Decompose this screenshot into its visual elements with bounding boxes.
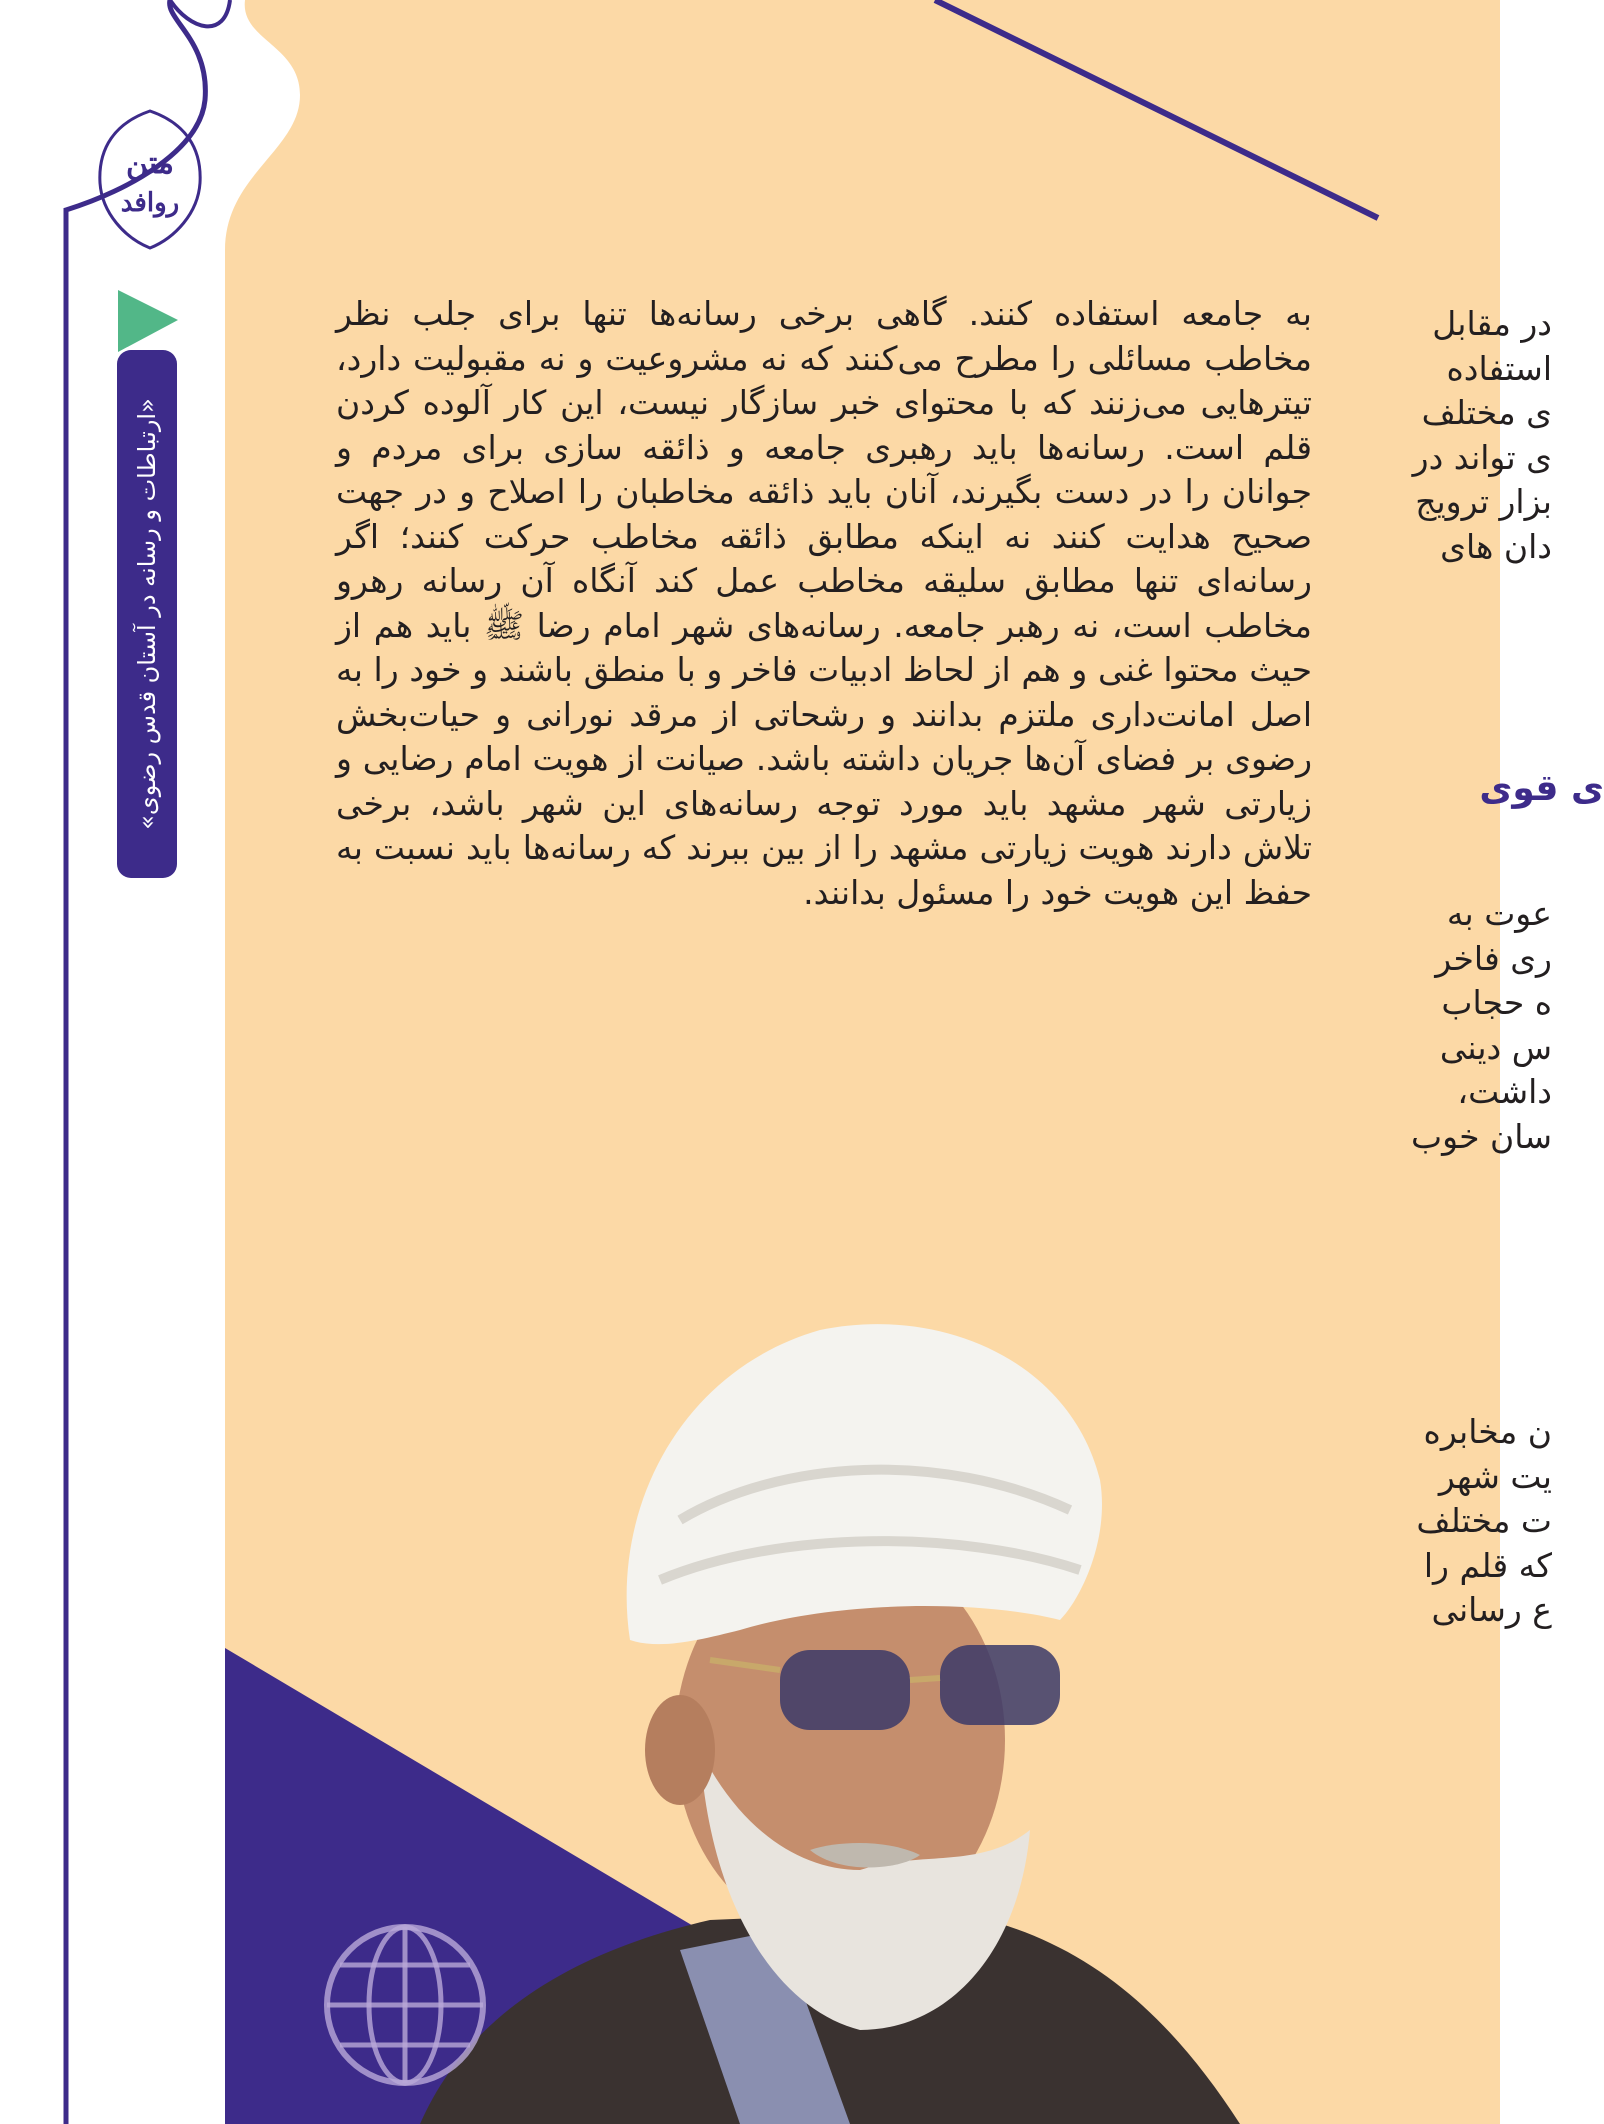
right-line: ن مخابره (1423, 1412, 1552, 1451)
right-line: استفاده (1446, 348, 1552, 388)
right-line: ری فاخر (1435, 938, 1552, 978)
right-column-block-2 (1352, 892, 1552, 1159)
svg-text:متن: متن (126, 146, 174, 181)
right-line: که قلم را (1423, 1545, 1552, 1585)
right-line: ت مختلف (1416, 1501, 1552, 1540)
right-line: ه حجاب (1441, 983, 1552, 1022)
main-paragraph: به جامعه استفاده کنند. گاهی برخی رسانه‌ها تنها برای جلب نظر مخاطب مسائلی را مطرح می‌کنند که نه مشروعیت و نه مقبولیت دارد، تیترهایی می‌زنند که با محتوای خبر سازگار نیست، این کار آلوده کردن قلم است. رسانه‌ها باید رهبری جامعه و ذائقه سازی برای مردم و جوانان را در دست بگیرند، آنان باید ذائقه مخاطبان را اصلاح و در جهت صحیح هدایت کنند نه اینکه مطابق ذائقه مخاطب حرکت کنند؛ اگر رسانه‌ای تنها مطابق سلیقه مخاطب عمل کند آنگاه آن رسانه رهرو مخاطب است، نه رهبر جامعه. رسانه‌های شهر امام رضا ﷺ باید هم از حیث محتوا غنی و هم از لحاظ ادبیات فاخر و با منطق باشند و خود را به اصل امانت‌داری ملتزم بدانند و رشحاتی از مرقد نورانی و حیات‌بخش رضوی بر فضای آن‌ها جریان داشته باشد. صیانت از هویت امام رضایی و زیارتی شهر مشهد باید مورد توجه رسانه‌های این شهر باشد، برخی تلاش دارند هویت زیارتی مشهد را از بین ببرند که رسانه‌ها باید نسبت به حفظ این هویت خود را مسئول بدانند. (336, 294, 1312, 912)
right-line: سان خوب (1411, 1116, 1552, 1156)
right-line: عوت به (1446, 894, 1552, 933)
right-line: ی مختلف (1421, 393, 1552, 432)
right-line: یت شهر (1438, 1456, 1552, 1496)
section-heading-fragment: ی قوی (1479, 768, 1604, 809)
right-line: در مقابل (1432, 304, 1552, 343)
right-line: بزار ترویج (1415, 482, 1552, 521)
right-column-block-3 (1352, 1410, 1552, 1633)
main-text-column (336, 292, 1312, 915)
right-line: داشت، (1457, 1072, 1552, 1111)
logo (80, 88, 220, 268)
calligraphy-logo-icon (90, 103, 210, 253)
svg-text:روافد: روافد (120, 188, 180, 218)
side-tab-label-wrap (117, 350, 177, 878)
globe-icon (320, 1920, 490, 2090)
right-line: ی تواند در (1412, 437, 1552, 477)
right-line: س دینی (1439, 1027, 1552, 1067)
cleric-portrait-icon (380, 1310, 1280, 2124)
right-line: ع رسانی (1431, 1590, 1552, 1629)
side-tab-label: «ارتباطات و رسانه در آستان قدس رضوی» (133, 398, 162, 830)
right-column-block-1 (1352, 302, 1552, 569)
right-line: دان های (1440, 526, 1552, 566)
